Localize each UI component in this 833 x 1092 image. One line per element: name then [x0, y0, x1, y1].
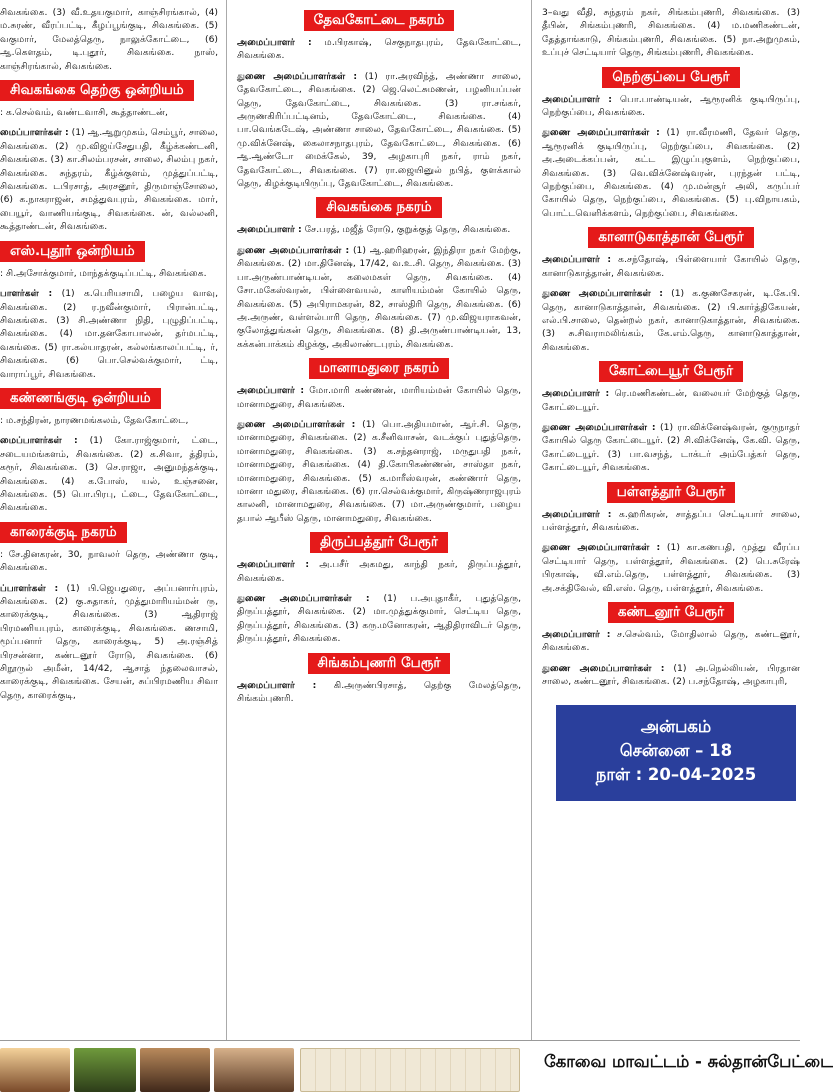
role-label: அமைப்பாளர் : — [237, 679, 317, 691]
member-text: (1) ரா.விக்னேஷ்வரன், குருநாதர் கோயில் தெரு கோட்டையூர். (2) சி.விக்னேஷ், கே.வி. தெரு, கோட்டையூர். (3) பா.வசந்த், டாக்டர் அம்பேத்கர் தெரு, கோட்டையூர், சிவகங்கை. — [542, 421, 801, 474]
photo — [140, 1048, 210, 1092]
column-left — [0, 0, 222, 1040]
member-paragraph — [0, 106, 218, 119]
role-label: துணை அமைப்பாளர்கள் : — [237, 593, 370, 604]
section-heading: நெற்குப்பை பேரூர் — [602, 67, 739, 88]
member-text: (1) ஆ.ஹரிஹரன், இந்திரா நகர் மேற்கு, சிவகங்கை. (2) மா.தினேஷ், 17/42, வ.உ.சி. தெரு, சிவகங்கை. (3) பா.அருண்பாண்டியன், கலைமகள் தெரு, சிவகங்கை. (4) சோ.மகேஸ்வரன், பிள்ளைவயல், காளியம்மன் கோயில் தெரு, சிவகங்கை. (5) அபிராமகரன், 82, சாஸ்திரி தெரு, சிவகங்கை. (6) அ.அருண், வள்ளல்பாரி தெரு, சிவகங்கை. (7) மு.விஜயராகவன், குலோத்துங்கன் தெரு, சிவகங்கை. (8) தி.அருண்பாண்டியன், 13, கக்கன்பாக்கம் கிழக்கு, அகிலாண்டபுரம், சிவகங்கை. — [237, 244, 521, 350]
member-text: (1) கா.கணபதி, முத்து வீரப்ப செட்டியார் தெரு, பள்ளத்தூர், சிவகங்கை. (2) பெ.சுரேஷ் பிரகாஷ், வி.எம்.தெரு, பள்ளத்தூர், சிவகங்கை. (3) அ.சக்திவேல், வி.எஸ். தெரு, பள்ளத்தூர், சிவகங்கை. — [542, 542, 801, 594]
role-label: பாளர்கள் : — [0, 288, 53, 300]
member-paragraph — [542, 387, 800, 414]
member-paragraph — [237, 384, 521, 411]
member-text: : சே.தினகரன், 30, நாவலர் தெரு, அண்ணா குடி, சிவகங்கை. — [0, 548, 218, 574]
member-paragraph — [0, 434, 218, 514]
member-text: ம.பிரகாஷ், செகுநாதபுரம், தேவகோட்டை, சிவகங்கை. — [237, 37, 522, 62]
section-heading: மானாமதுரை நகரம் — [309, 358, 449, 379]
section-heading: பள்ளத்தூர் பேரூர் — [607, 482, 736, 503]
member-text: : ம.சந்திரன், நாரணமங்கலம், தேவகோட்டை, — [0, 414, 189, 426]
role-label: ப்பாளர்கள் : — [0, 582, 59, 594]
member-text: (1) ரா.வீரமணி, தேவர் தெரு, ஆரூரனிக் குடியிருப்பு, நெற்குப்பை, சிவகங்கை. (2) அ.அடைக்கப்பன், கட்ட இழுப்புகுளம், நெற்குப்பை, சிவகங்கை. (3) வெ.விக்னேஷ்வரன், புரந்தன் பட்டி, நெற்குப்பை, சிவகங்கை. (4) மு.மன்சூர் அலி, கருப்பர் கோயில் தெரு, நெற்குப்பை, சிவகங்கை. (5) பு.விநாயகம், பொட்டவெளிக்களம், நெற்குப்பை, சிவகங்கை. — [542, 127, 801, 219]
photo — [74, 1048, 136, 1092]
member-paragraph — [542, 253, 800, 280]
photo — [0, 1048, 70, 1092]
section-heading: திருப்பத்தூர் பேரூர் — [310, 532, 448, 553]
role-label: துணை அமைப்பாளர்கள் : — [542, 288, 663, 300]
section-heading: கண்ணங்குடி ஒன்றியம் — [0, 388, 161, 409]
member-text: கி.அருண்பிரசாத், தெற்கு மேலத்தெரு, சிங்கம்புணரி. — [237, 679, 521, 705]
section-heading: கண்டனூர் பேரூர் — [608, 602, 734, 623]
member-paragraph — [0, 267, 218, 280]
section-divider — [0, 1040, 800, 1041]
member-paragraph — [237, 36, 521, 63]
footer-city: சென்னை – 18 — [619, 740, 733, 760]
member-paragraph — [0, 414, 218, 427]
member-text: (1) அ.நெல்லியன், பிரதான சாலை, கண்டனூர், சிவகங்கை. (2) ப.சந்தோஷ், அழகாபுரி, — [542, 662, 800, 688]
member-text: (1) ரா.அரவிந்த், அண்ணா சாலை, தேவகோட்டை, சிவகங்கை. (2) ஜெ.லெட்சுமணன், பழனியப்பன் தெரு, தேவகோட்டை, சிவகங்கை. (3) ரா.சங்கர், அருணகிரிப்பட்டினம், தேவகோட்டை, சிவகங்கை. (4) பா.வெங்கடேஷ், அண்ணா சாலை, தேவகோட்டை, சிவகங்கை. (5) மு.விக்னேஷ், கைலாசநாதபுரம், தேவகோட்டை, சிவகங்கை. (6) ஆ.ஆண்டோ மைக்கேல், 39, அழகாபுரி நகர், ராம் நகர், தேவகோட்டை, சிவகங்கை. (7) ரா.ஜையினுல் நபித், குளக்கால் தெரு, கிழக்குடியிருப்பு, தேவகோட்டை, சிவகங்கை. — [237, 70, 521, 190]
role-label: துணை அமைப்பாளர்கள் : — [542, 662, 665, 674]
section-heading: கோட்டையூர் பேரூர் — [599, 361, 743, 382]
member-paragraph — [542, 6, 800, 60]
member-text: மோ.மாரி கண்ணன், மாரியம்மன் கோயில் தெரு, மானாமதுரை, சிவகங்கை. — [237, 385, 522, 410]
signature-box — [556, 705, 796, 801]
section-heading: சிங்கம்புணரி பேரூர் — [308, 653, 451, 674]
member-paragraph — [542, 421, 800, 475]
member-paragraph — [542, 662, 800, 689]
photo-strip — [0, 1046, 520, 1092]
role-label: அமைப்பாளர் : — [542, 93, 612, 105]
member-paragraph — [0, 6, 218, 73]
member-text: பொ.பாண்டியன், ஆரூரனிக் குடியிருப்பு, நெற்குப்பை, சிவகங்கை. — [542, 93, 801, 119]
role-label: மைப்பாளர்கள் : — [0, 435, 78, 447]
photo-building — [300, 1048, 520, 1092]
next-article-headline: கோவை மாவட்டம் - சுல்தான்பேட்டை — [544, 1052, 833, 1071]
member-text: 3–வது வீதி, சுந்தரம் நகர், சிங்கம்புணரி, சிவகங்கை. (3) தீபின், சிங்கம்புணரி, சிவகங்கை. (4) ம.மணிகண்டன், தேத்தாங்காடு, சிங்கம்புணரி, சிவகங்கை. (5) நா.அறுமுகம், உப்புச் செட்டியார் தெரு, சிங்கம்புணரி, சிவகங்கை. — [542, 7, 800, 59]
section-heading: சிவகங்கை தெற்கு ஒன்றியம் — [0, 80, 194, 101]
column-divider — [531, 0, 532, 1040]
member-paragraph — [542, 93, 800, 120]
role-label: துணை அமைப்பாளர்கள் : — [542, 127, 660, 139]
section-heading: தேவகோட்டை நகரம் — [304, 10, 455, 31]
role-label: அமைப்பாளர் : — [542, 254, 611, 266]
role-label: அமைப்பாளர் : — [237, 37, 312, 48]
member-text: (1) க.குணசேகரன், டி.கே.பி. தெரு, கானாடுகாத்தான், சிவகங்கை. (2) பி.கார்த்திகேயன், எல்.பி.சாலை, தென்றல் நகர், கானாடுகாத்தான், சிவகங்கை. (3) சு.சிவராமலிங்கம், கே.எம்.தெரு, கானாடுகாத்தான், சிவகங்கை. — [542, 288, 800, 353]
member-paragraph — [0, 126, 218, 233]
member-text: : சி.அசோக்குமார், மாந்தக்குடிப்பட்டி, சிவகங்கை. — [0, 267, 207, 279]
section-heading: கானாடுகாத்தான் பேரூர் — [588, 227, 753, 248]
photo — [214, 1048, 294, 1092]
member-paragraph — [542, 628, 800, 655]
section-heading: சிவகங்கை நகரம் — [316, 197, 441, 218]
member-paragraph — [542, 126, 800, 220]
member-text: அ.பசீர் அகமது, காந்தி நகர், திருப்பத்தூர், சிவகங்கை. — [237, 559, 521, 584]
member-text: க.சந்தோஷ், பிள்ளையார் கோயில் தெரு, கானாடுகாத்தான், சிவகங்கை. — [542, 254, 800, 279]
member-paragraph — [542, 541, 800, 595]
role-label: அமைப்பாளர் : — [237, 559, 310, 571]
member-paragraph — [237, 592, 521, 646]
member-text: (1) கோ.ராஜ்குமார், ட்டை, சடையமங்களம், சிவகங்கை. (2) க.சிவா, த்திரம், கரூர், சிவகங்கை. (3) செ.ராஜா, அனுமந்தக்குடி, சிவகங்கை. (4) க.போஸ், யல், உஞ்சனை, சிவகங்கை. (5) பொ.பிரபு, ட்டை, தேவகோட்டை, சிவகங்கை. — [0, 435, 218, 514]
role-label: அமைப்பாளர் : — [237, 385, 305, 397]
role-label: துணை அமைப்பாளர்கள் : — [542, 421, 656, 433]
role-label: துணை அமைப்பாளர்கள் : — [237, 244, 350, 256]
member-paragraph — [542, 508, 800, 535]
member-text: (1) பி.ஜெபதுரை, அப்பனார்புரம், சிவகங்கை. (2) கு.சுதாகர், முத்துமாரியம்மன் ரு, காரைக்குடி, சிவகங்கை. (3) ஆதிராஜ் பிரமணியபுரம், காரைக்குடி, சிவகங்கை. ணசாமி, மூப்பனார் தெரு, காரைக்குடி, 5) அ.ரஞ்சித் பிரசன்னா, கண்டனூர் ரோடு, சிவகங்கை. (6) சிநூருல் அமீன், 14/42, ஆசாத் ந்தலைவாசல், காரைக்குடி, சிவகங்கை. சேயன், சுப்பிரமணிய சிவா தெரு, காரைக்குடி, — [0, 582, 218, 701]
member-text: ரெ.மணிகண்டன், வலையர் மேற்குத் தெரு, கோட்டையூர். — [542, 388, 800, 413]
column-divider — [226, 0, 227, 1040]
role-label: மைப்பாளர்கள் : — [0, 127, 69, 139]
footer-date: நாள் : 20–04–2025 — [595, 764, 757, 784]
role-label: துணை அமைப்பாளர்கள் : — [237, 70, 357, 82]
column-middle — [231, 0, 527, 1040]
role-label: அமைப்பாளர் : — [542, 508, 612, 520]
footer-office: அன்பகம் — [640, 716, 712, 736]
member-text: (1) பொ.அதியமான், ஆர்.சி. தெரு, மானாமதுரை, சிவகங்கை. (2) க.சீனிவாசன், வடக்குப் புதுத்தெரு, மானாமதுரை, சிவகங்கை. (3) க.சந்தனராஜ், மருதுபதி நகர், மானாமதுரை, சிவகங்கை. (4) தி.கோபிகண்ணன், சாஸ்தா நகர், மானாமதுரை, சிவகங்கை. (5) க.மாரீஸ்வரன், கண்ணார் தெரு, மானா மதுரை, சிவகங்கை. (6) ரா.செல்வக்குமார், கிருஷ்ணராஜபுரம் காலனி, மானாமதுரை, சிவகங்கை. (7) மா.அருண்குமார், பழைய தபால் ஆபீஸ் தெரு, மானாமதுரை, சிவகங்கை. — [237, 418, 521, 524]
section-heading: காரைக்குடி நகரம் — [0, 522, 127, 543]
member-text: (1) க.பெரியசாமி, பழைய வாவு, சிவகங்கை. (2) ர.நவீன்குமார், பிரான்பட்டி, சிவகங்கை. (3) சி.அண்ணா நிதி, புழுதிப்பட்டி, சிவகங்கை. (4) மா.தனகோபாலன், தர்மபட்டி, வகங்கை. (5) ரா.கல்யாதரன், கல்லங்காலப்பட்டி, ர், சிவகங்கை. (6) பொ.செல்வக்குமார், ட்டி, வாராப்பூர், சிவகங்கை. — [0, 288, 218, 380]
role-label: அமைப்பாளர் : — [237, 224, 302, 236]
member-paragraph — [237, 679, 521, 706]
section-heading: எஸ்.புதூர் ஒன்றியம் — [0, 241, 145, 262]
member-paragraph — [0, 287, 218, 381]
member-paragraph — [237, 70, 521, 191]
member-paragraph — [237, 418, 521, 525]
member-text: ச.செல்வம், மோதிலால் தெரு, கண்டனூர், சிவகங்கை. — [542, 629, 800, 654]
role-label: துணை அமைப்பாளர்கள் : — [542, 542, 661, 554]
member-text: சிவகங்கை. (3) வீ.உதயகுமார், காஞ்சிரங்கால், (4) ம.சுரண், வீரப்பட்டி, கீழப்பூங்குடி, சிவகங்கை. (5) வகுமார், மேலத்தெரு, நாலுக்கோட்டை, (6) ஆ.கௌதம், டி.புதூர், சிவகங்கை. நாஸ், காஞ்சிரங்கால், சிவகங்கை. — [0, 7, 218, 72]
column-right-body — [542, 6, 800, 689]
member-text: சே.பரத், மஜீத் ரோடு, குறுக்குத் தெரு, சிவகங்கை. — [301, 224, 511, 236]
member-paragraph — [542, 287, 800, 354]
member-paragraph — [237, 558, 521, 585]
member-text: : க.செல்வம், வண்டவாசி, கூத்தாண்டன், — [0, 107, 168, 119]
column-right — [536, 0, 800, 1040]
role-label: அமைப்பாளர் : — [542, 388, 610, 400]
member-paragraph — [237, 244, 521, 351]
member-text: (1) ஆ.ஆறுமுகம், செம்பூர், சாலை, சிவகங்கை. (2) மு.விஜய்சேதுபதி, கீழ்க்கண்டனி, சிவகங்கை. (3) கா.சிலம்பரசன், சாலை, சிலம்பு நகர், சிவகங்கை. சுந்தரம், கீழ்க்குளம், முத்துப்பட்டி, சிவகங்கை. டபிரசாத், அரசனூர், திருமாஞ்சோலை, (6) க.நாகராஜன், சமத்துவபுரம், சிவகங்கை. மார், பையூர், வாணியங்குடி, சிவகங்கை. ன், வல்லனி, கூத்தாண்டன், சிவகங்கை. — [0, 127, 218, 233]
role-label: துணை அமைப்பாளர்கள் : — [237, 418, 356, 430]
member-text: க.ஹரிகரன், சாத்தப்ப செட்டியார் சாலை, பள்ளத்தூர், சிவகங்கை. — [542, 508, 801, 533]
member-paragraph — [237, 223, 521, 236]
member-paragraph — [0, 548, 218, 575]
member-text: (1) ப.அபுதாகீர், புதுத்தெரு, திருப்பத்தூர், சிவகங்கை. (2) மா.முத்துக்குமார், செட்டிய தெரு, திருப்பத்தூர், சிவகங்கை. (3) கரு.மனோகரன், ஆதிதிராவிடர் தெரு, திருப்பத்தூர், சிவகங்கை. — [237, 593, 521, 645]
role-label: அமைப்பாளர் : — [542, 629, 611, 640]
member-paragraph — [0, 582, 218, 703]
